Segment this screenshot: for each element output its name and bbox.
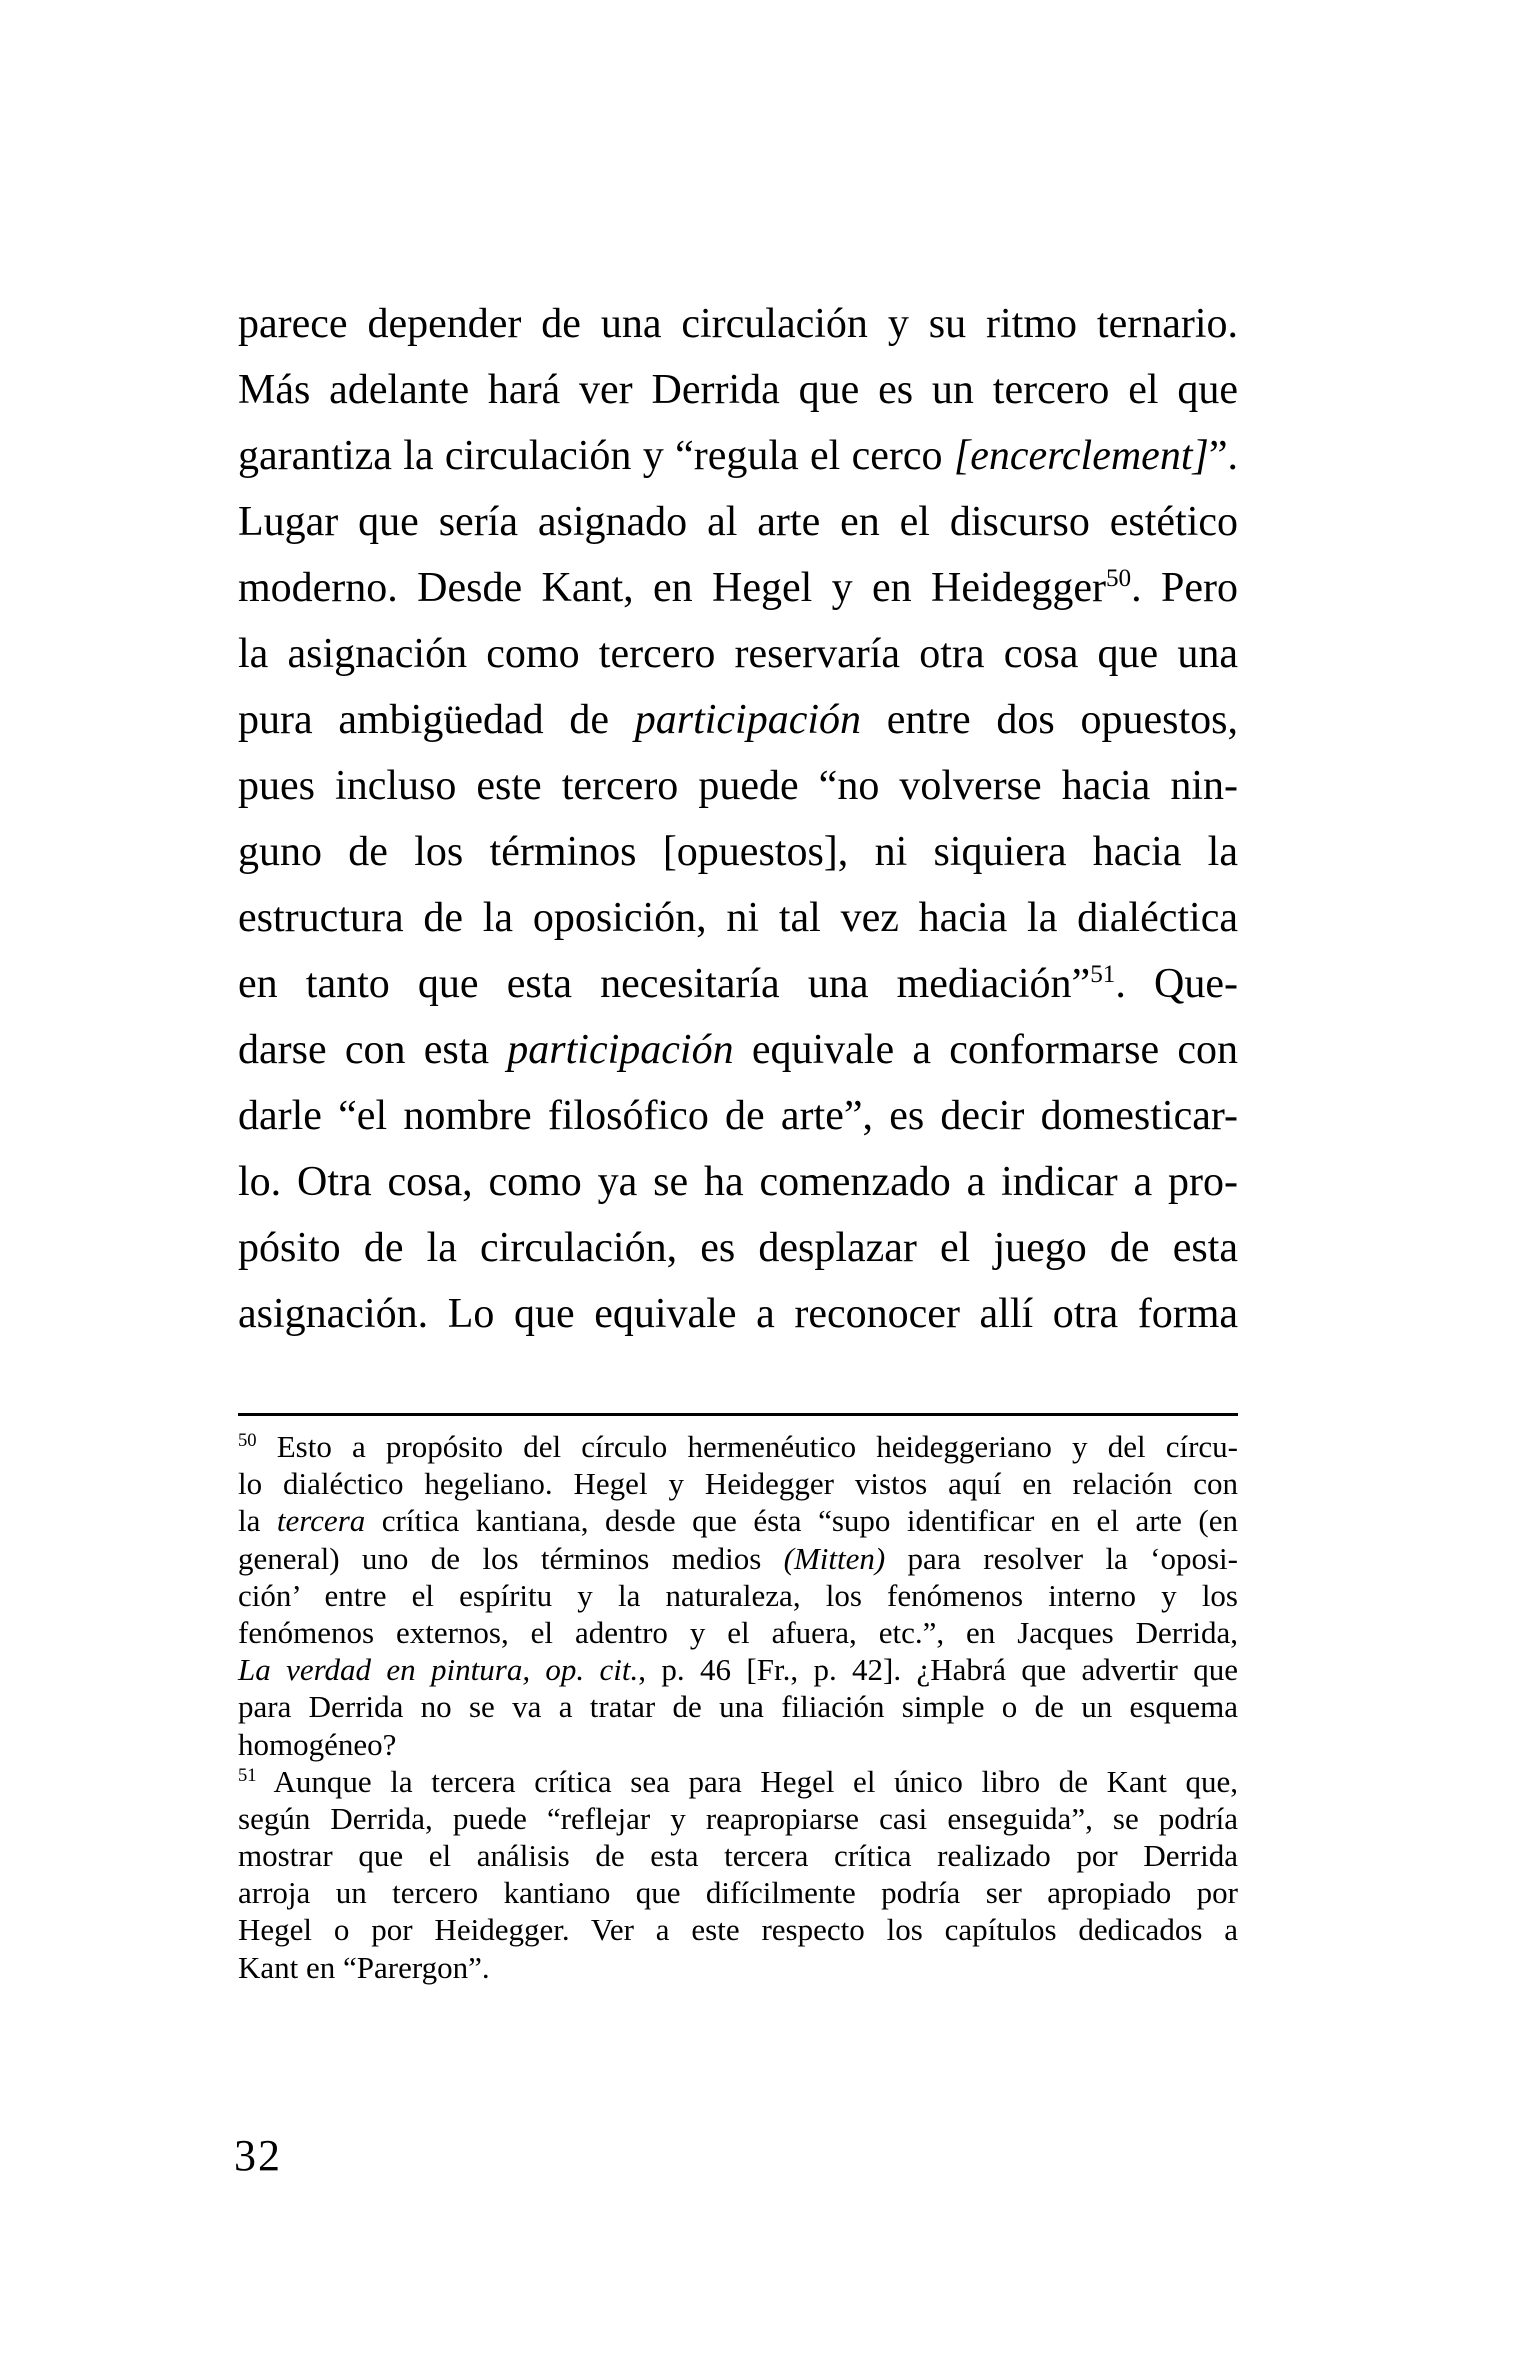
body-text-line: garantiza la circulación y “regula el cerco [encerclement]”. [238,433,1238,479]
body-text-line: moderno. Desde Kant, en Hegel y en Heidegger$^{50}$. Pero [238,564,1238,611]
footnote-line: general) uno de los términos medios (Mitten) para resolver la ‘oposi- [238,1540,1238,1576]
footnote-line: lo dialéctico hegeliano. Hegel y Heidegger vistos aquí en relación con [238,1466,1238,1502]
footnote-separator [238,1413,1238,1416]
body-text-line: darle “el nombre filosófico de arte”, es decir domesticar- [238,1093,1238,1139]
footnote-line: fenómenos externos, el adentro y el afuera, etc.”, en Jacques Derrida, [238,1614,1238,1650]
body-text-line: guno de los términos [opuestos], ni siquiera hacia la [238,829,1238,875]
body-text-line: pues incluso este tercero puede “no volverse hacia nin- [238,763,1238,809]
body-text-line: Más adelante hará ver Derrida que es un tercero el que [238,367,1238,413]
body-text-line: estructura de la oposición, ni tal vez hacia la dialéctica [238,895,1238,941]
italic-text: La verdad en pintura, op. cit. [238,1652,639,1688]
italic-text: [encerclement] [953,433,1209,479]
body-text-line: la asignación como tercero reservaría otra cosa que una [238,631,1238,677]
body-text-line: en tanto que esta necesitaría una mediación”$^{51}$. Que- [238,960,1238,1007]
footnote-line: $^{50}$ Esto a propósito del círculo hermenéutico heideggeriano y del círcu- [238,1429,1238,1464]
italic-text: tercera [276,1503,366,1539]
footnote-line: la tercera crítica kantiana, desde que ésta “supo identificar en el arte (en [238,1503,1238,1539]
footnote-line: para Derrida no se va a tratar de una filiación simple o de un esquema [238,1689,1238,1725]
footnote-marker: 51 [238,1764,257,1786]
body-text-line: darse con esta participación equivale a conformarse con [238,1027,1238,1073]
footnote-line: Hegel o por Heidegger. Ver a este respecto los capítulos dedicados a [238,1912,1238,1948]
italic-text: participación [507,1027,734,1073]
italic-text: (Mitten) [783,1540,886,1576]
footnote-marker: 50 [1105,564,1132,592]
body-text-line: parece depender de una circulación y su ritmo ternario. [238,301,1238,347]
footnote-line: arroja un tercero kantiano que difícilmente podría ser apropiado por [238,1875,1238,1911]
footnote-line: según Derrida, puede “reflejar y reapropiarse casi enseguida”, se podría [238,1800,1238,1836]
footnote-marker: 50 [238,1429,257,1451]
body-text-line: Lugar que sería asignado al arte en el discurso estético [238,499,1238,545]
page-number: 32 [234,2131,282,2180]
footnote-line: La verdad en pintura, op. cit., p. 46 [Fr., p. 42]. ¿Habrá que advertir que [238,1652,1238,1688]
footnote-line: ción’ entre el espíritu y la naturaleza, los fenómenos interno y los [238,1577,1238,1613]
body-text-line: pura ambigüedad de participación entre dos opuestos, [238,697,1238,743]
italic-text: participación [634,697,862,743]
footnote-marker: 51 [1090,960,1116,988]
footnote-line: homogéneo? [238,1726,397,1762]
body-text-line: pósito de la circulación, es desplazar el juego de esta [238,1225,1238,1271]
footnote-line: mostrar que el análisis de esta tercera crítica realizado por Derrida [238,1838,1238,1874]
footnote-line: Kant en “Parergon”. [238,1949,490,1985]
body-text-line: lo. Otra cosa, como ya se ha comenzado a indicar a pro- [238,1159,1238,1205]
main-text [238,291,1238,1347]
footnotes [238,1428,1238,1986]
body-text-line: asignación. Lo que equivale a reconocer allí otra forma [238,1291,1238,1337]
footnote-line: $^{51}$ Aunque la tercera crítica sea para Hegel el único libro de Kant que, [238,1763,1238,1799]
